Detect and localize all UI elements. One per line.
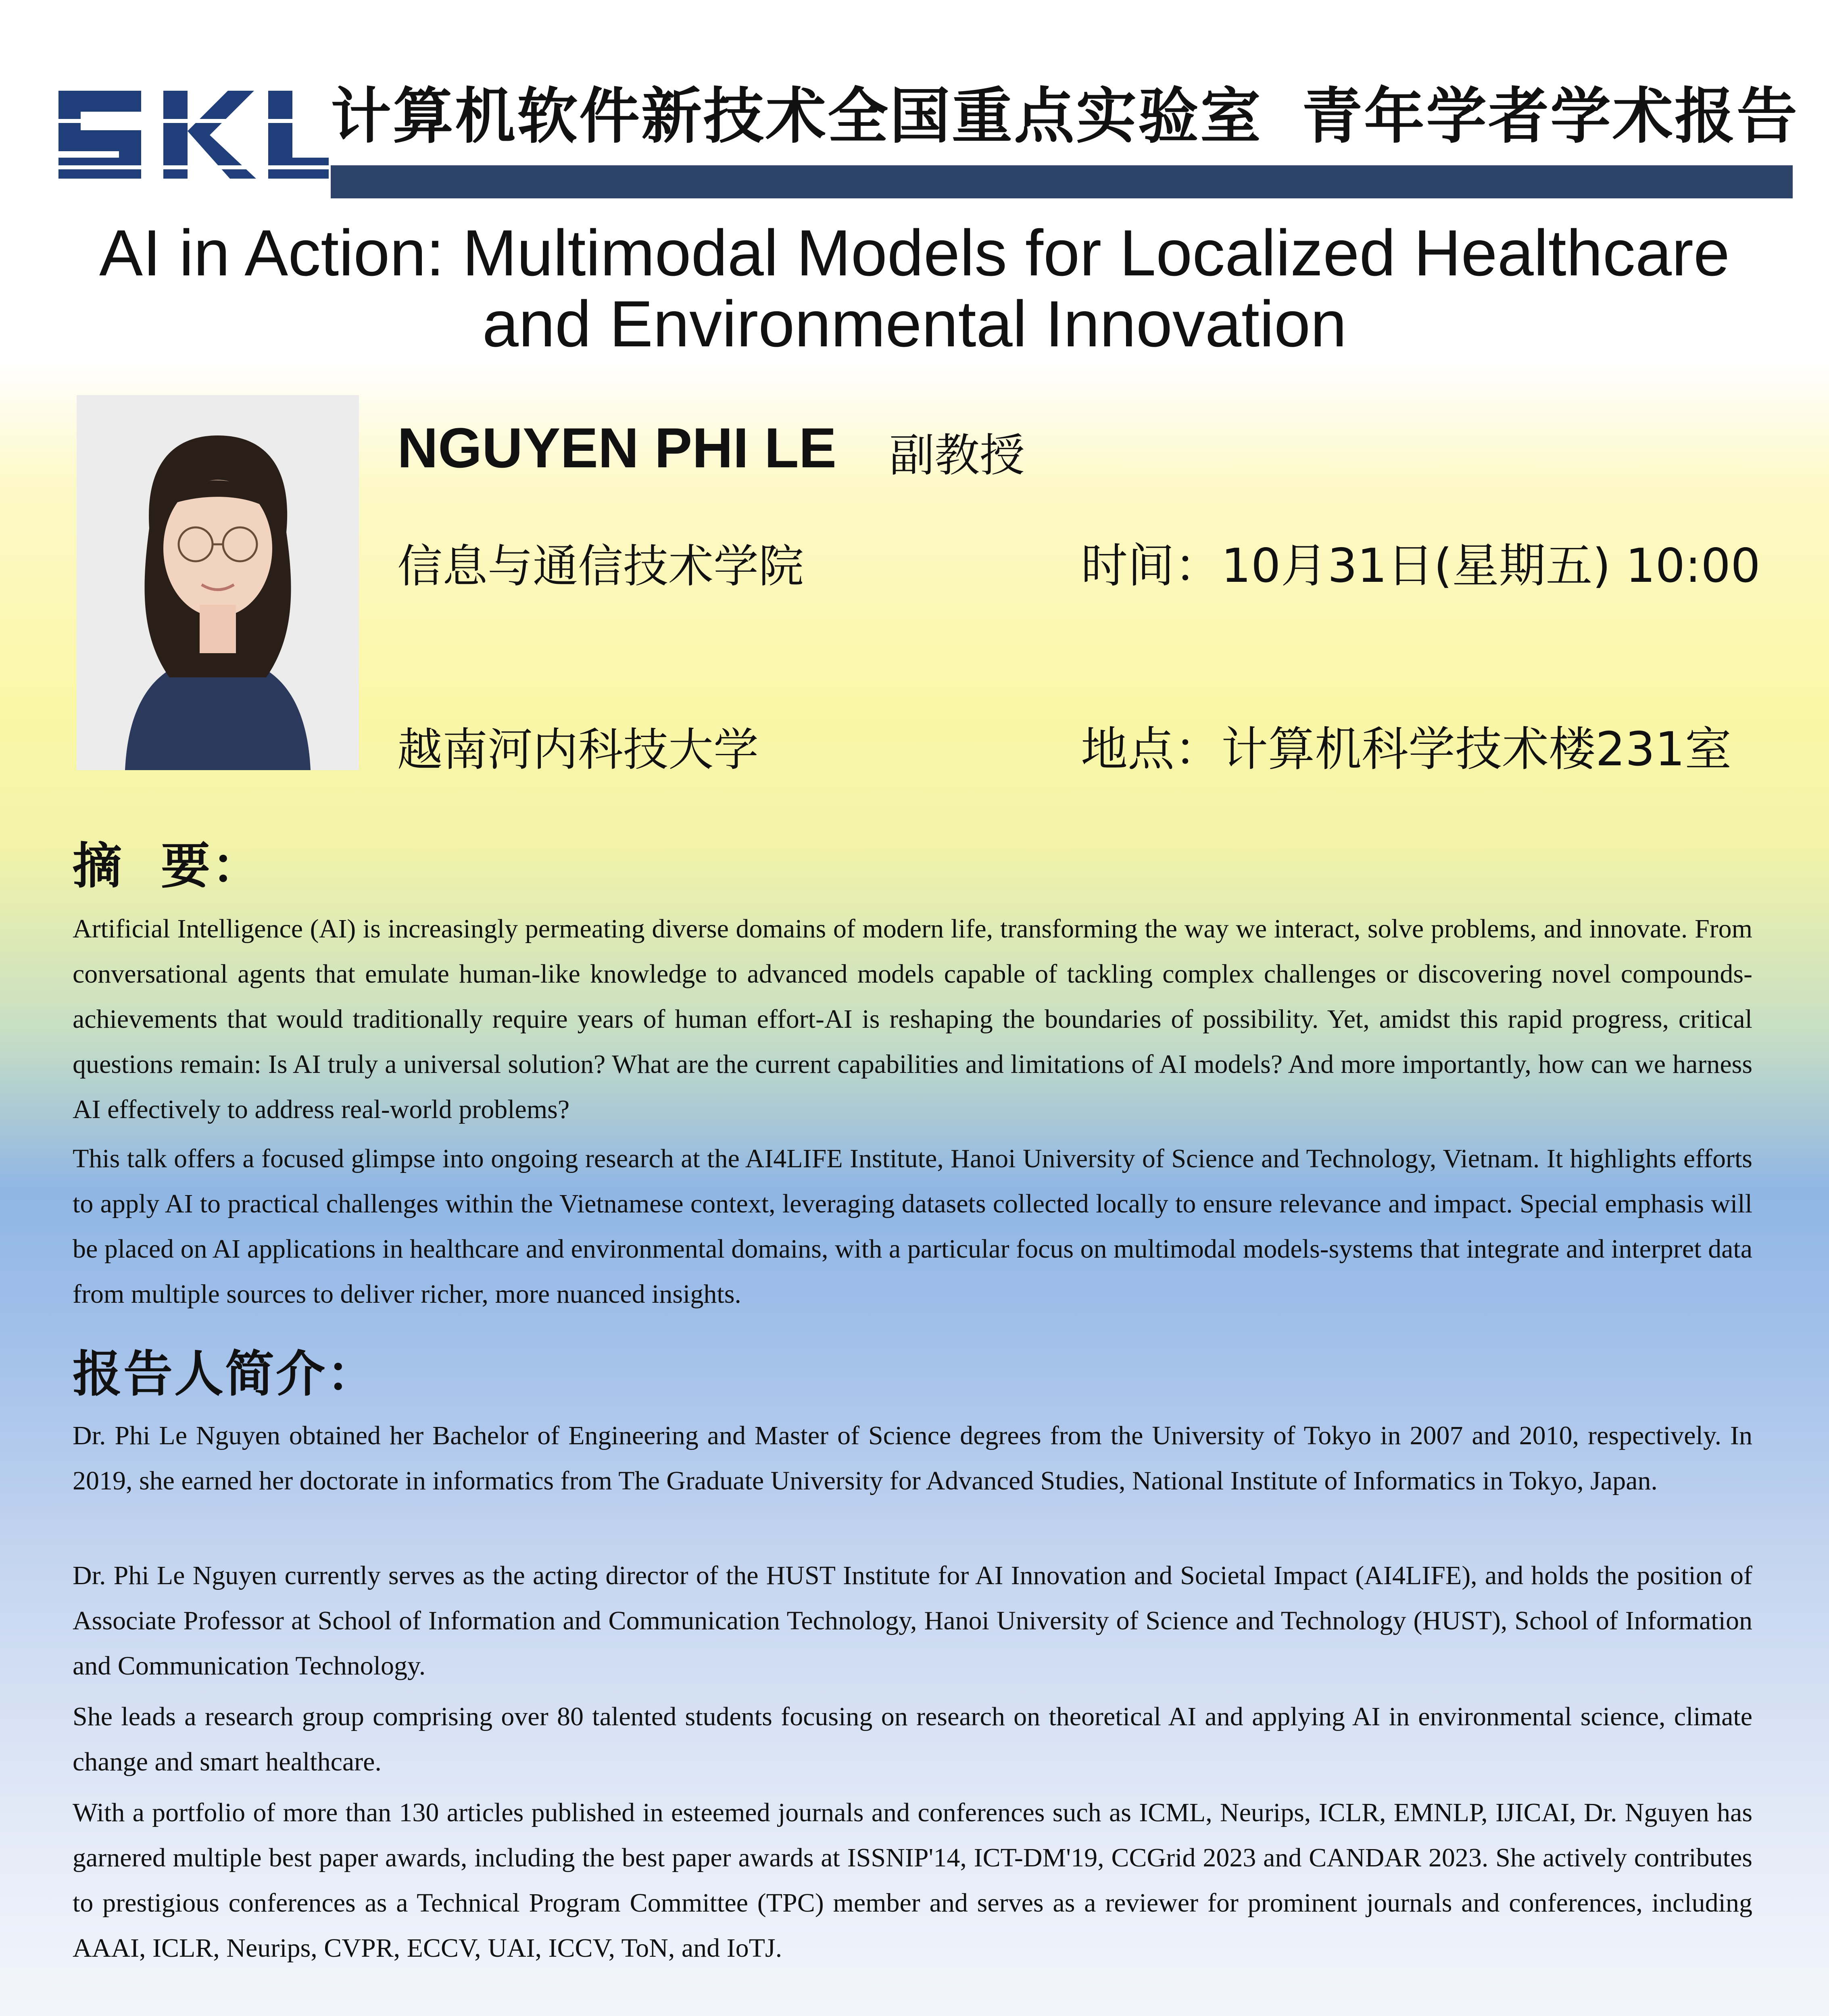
logo-text: SKL [193, 193, 194, 194]
skl-logo [58, 87, 329, 198]
bio-paragraph: Dr. Phi Le Nguyen currently serves as the acting director of the HUST Institute for AI Innovation and Societal Impact (AI4LIFE), and holds the position of Associate Professor at School of Information and Communication Technology, Hanoi University of Science and Technology (HUST), School of Information and Communication Technology. [73, 1561, 1752, 1681]
talk-title-line1: AI in Action: Multimodal Models for Localized Healthcare [99, 217, 1730, 289]
abstract-paragraph: Artificial Intelligence (AI) is increasingly permeating diverse domains of modern life, transforming the way we interact, solve problems, and innovate. From conversational agents that emulate human-like knowledge to advanced models capable of tackling complex challenges or discovering novel compounds-achievements that would traditionally require years of human effort-AI is reshaping the boundaries of possibility. Yet, amidst this rapid progress, critical questions remain: Is AI truly a universal solution? What are the current capabilities and limitations of AI models? And more importantly, how can we harness AI effectively to address real-world problems? [73, 914, 1752, 1124]
time-value: 10月31日(星期五) 10:00 [1221, 539, 1760, 593]
speaker-school: 信息与通信技术学院 [397, 540, 804, 593]
abstract-paragraph: This talk offers a focused glimpse into ongoing research at the AI4LIFE Institute, Hanoi University of Science and Technology, Vietnam. It highlights efforts to apply AI to practical challenges within the Vietnamese context, leveraging datasets collected locally to ensure relevance and impact. Special emphasis will be placed on AI applications in healthcare and environmental domains, with a particular focus on multimodal models-systems that integrate and interpret data from multiple sources to deliver richer, more nuanced insights. [73, 1144, 1752, 1309]
bio-paragraph: She leads a research group comprising over 80 talented students focusing on research on theoretical AI and applying AI in environmental science, climate change and smart healthcare. [73, 1702, 1752, 1776]
bio-heading: 报告人简介： [73, 1345, 377, 1403]
header-title [331, 77, 1799, 152]
event-name: 青年学者学术报告 [1301, 81, 1799, 152]
bio-paragraph: With a portfolio of more than 130 articles published in esteemed journals and conferences such as ICML, Neurips, ICLR, EMNLP, IJICAI, Dr. Nguyen has garnered multiple best paper awards, including the best paper awards at ISSNIP'14, ICT-DM'19, CCGrid 2023 and CANDAR 2023. She actively contributes to prestigious conferences as a Technical Program Committee (TPC) member and serves as a reviewer for prominent journals and conferences, including AAAI, ICLR, Neurips, CVPR, ECCV, UAI, ICCV, ToN, and IoTJ. [73, 1798, 1752, 1963]
place-label: 地点： [1081, 722, 1221, 777]
event-place [1081, 712, 1731, 779]
talk-title-line2: and Environmental Innovation [482, 287, 1347, 360]
talk-title [0, 218, 1829, 360]
speaker-name: NGUYEN PHI LE [397, 416, 837, 479]
time-label: 时间： [1081, 539, 1221, 593]
speaker-university: 越南河内科技大学 [397, 724, 759, 776]
bio-paragraph: Dr. Phi Le Nguyen obtained her Bachelor of Engineering and Master of Science degrees from the University of Tokyo in 2007 and 2010, respectively. In 2019, she earned her doctorate in informatics from The Graduate University for Advanced Studies, National Institute of Informatics in Tokyo, Japan. [73, 1421, 1752, 1495]
speaker-title: 副教授 [889, 429, 1025, 482]
speaker-portrait [77, 395, 359, 770]
abstract-heading: 摘 要： [73, 837, 263, 895]
place-value: 计算机科学技术楼231室 [1221, 722, 1732, 777]
event-time [1081, 528, 1760, 596]
header-divider [331, 165, 1793, 198]
lab-name: 计算机软件新技术全国重点实验室 [331, 81, 1263, 152]
